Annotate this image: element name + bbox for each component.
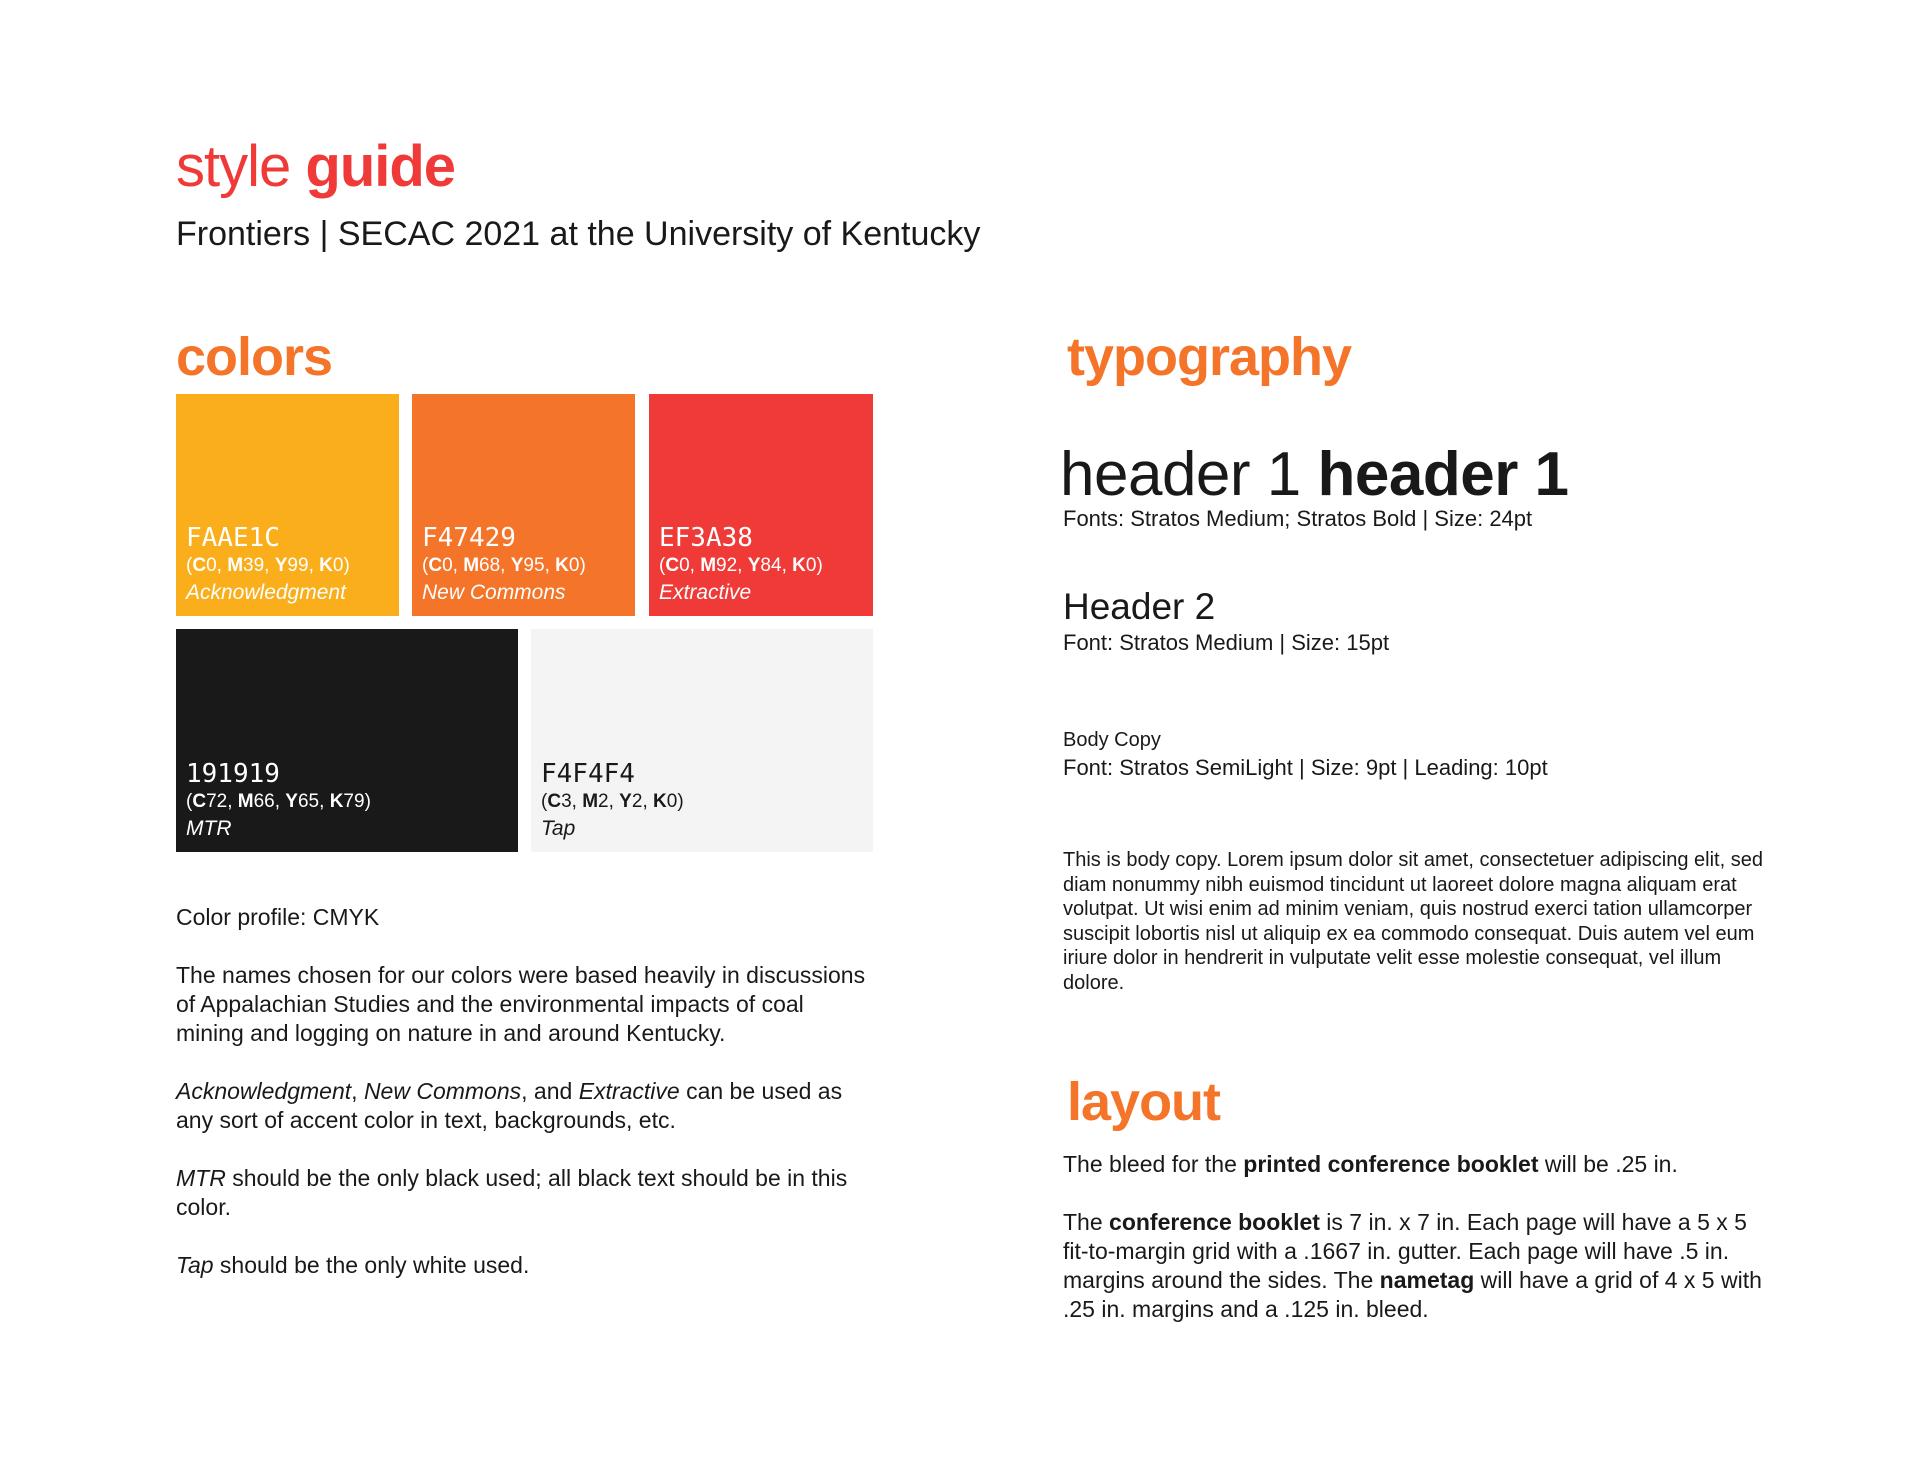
page-title: [176, 134, 456, 199]
colors-para-names: The names chosen for our colors were based heavily in discussions of Appalachian Studies and the environmental impacts of coal mining and logging on nature in and around Kentucky.: [176, 962, 866, 1046]
swatch-cmyk: (C72, M66, Y65, K79): [186, 791, 371, 813]
body-copy-label: Body Copy: [1063, 729, 1161, 751]
swatch-cmyk: (C0, M92, Y84, K0): [659, 555, 823, 577]
colors-section-title: colors: [176, 327, 333, 387]
colors-para-black: MTR should be the only black used; all black text should be in this color.: [176, 1165, 848, 1220]
swatch-name: MTR: [186, 816, 232, 840]
swatch-new-commons: [412, 394, 635, 616]
swatch-hex: EF3A38: [659, 523, 753, 554]
swatch-hex: F47429: [422, 523, 516, 554]
body-copy-sample: This is body copy. Lorem ipsum dolor sit amet, consectetuer adipiscing elit, sed diam nonummy nibh euismod tincidunt ut laoreet dolore magna aliquam erat volutpat. Ut wisi enim ad minim veniam, quis nostrud exerci tation ullamcorper suscipit lobortis nisl ut aliquip ex ea commodo consequat. Duis autem vel eum iriure dolor in hendrerit in vulputate velit esse molestie consequat, vel illum dolore.: [1063, 849, 1763, 994]
colors-description: [176, 903, 876, 1309]
title-word-guide: guide: [305, 134, 456, 199]
swatch-tap: [531, 629, 873, 852]
colors-para-white: Tap should be the only white used.: [176, 1252, 530, 1278]
title-word-style: style: [176, 134, 291, 199]
swatch-mtr: [176, 629, 518, 852]
header1-medium: header 1: [1060, 440, 1301, 509]
swatch-name: Extractive: [659, 580, 752, 604]
layout-section-title: layout: [1067, 1072, 1221, 1132]
body-copy-font-note: Font: Stratos SemiLight | Size: 9pt | Leading: 10pt: [1063, 755, 1548, 780]
header1-bold: header 1: [1317, 440, 1569, 509]
swatch-name: Tap: [541, 816, 576, 840]
swatch-name: New Commons: [422, 580, 566, 604]
swatch-cmyk: (C0, M39, Y99, K0): [186, 555, 350, 577]
layout-para-bleed: The bleed for the printed conference booklet will be .25 in.: [1063, 1151, 1678, 1177]
header2-font-note: Font: Stratos Medium | Size: 15pt: [1063, 630, 1390, 655]
swatch-hex: 191919: [186, 759, 280, 790]
header1-sample: [1060, 440, 1569, 509]
header2-sample: Header 2: [1063, 586, 1216, 627]
layout-para-grid: The conference booklet is 7 in. x 7 in. Each page will have a 5 x 5 fit-to-margin grid with a .1667 in. gutter. Each page will have .5 in. margins around the sides. The nametag will have a grid of 4 x 5 with .25 in. margins and a .125 in. bleed.: [1063, 1209, 1762, 1322]
swatch-cmyk: (C0, M68, Y95, K0): [422, 555, 586, 577]
swatch-acknowledgment: [176, 394, 399, 616]
page-subtitle: Frontiers | SECAC 2021 at the University of Kentucky: [176, 215, 981, 253]
swatch-extractive: [649, 394, 873, 616]
color-profile: Color profile: CMYK: [176, 904, 380, 930]
layout-description: [1063, 1150, 1763, 1353]
typography-section-title: typography: [1067, 327, 1352, 387]
swatch-hex: FAAE1C: [186, 523, 280, 554]
swatch-cmyk: (C3, M2, Y2, K0): [541, 791, 684, 813]
colors-para-accents: Acknowledgment, New Commons, and Extractive can be used as any sort of accent color in text, backgrounds, etc.: [176, 1078, 843, 1133]
header1-font-note: Fonts: Stratos Medium; Stratos Bold | Size: 24pt: [1063, 506, 1533, 531]
swatch-name: Acknowledgment: [186, 580, 346, 604]
swatch-hex: F4F4F4: [541, 759, 635, 790]
